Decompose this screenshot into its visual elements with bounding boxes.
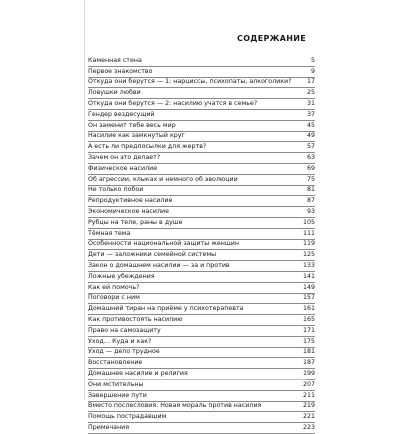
toc-title: СОДЕРЖАНИЕ xyxy=(237,34,306,43)
toc-entry xyxy=(88,326,315,337)
toc-entry-title: Помощь пострадавшим xyxy=(88,413,167,421)
toc-entry-page-number: 63 xyxy=(306,153,315,161)
toc-entry-title: Физическое насилие xyxy=(88,164,158,172)
toc-entry-title: Ловушки любви xyxy=(88,89,141,97)
toc-entry-page-number: 221 xyxy=(302,413,315,421)
toc-entry-page-number: 45 xyxy=(306,121,315,129)
toc-entry-title: Уход… Куда и как? xyxy=(88,337,152,345)
toc-entry-page-number: 111 xyxy=(302,229,315,237)
toc-entry xyxy=(88,186,315,197)
toc-entry-page-number: 171 xyxy=(302,326,315,334)
toc-entry-title: Каменная стена xyxy=(88,56,142,64)
toc-entry-title: Рубцы на теле, раны в душе xyxy=(88,218,183,226)
toc-entry-title: Ложные убеждения xyxy=(88,272,155,280)
toc-entry-title: А есть ли предпосылки для жертв? xyxy=(88,143,207,151)
toc-entry xyxy=(88,358,315,369)
toc-entry-page-number: 49 xyxy=(306,132,315,140)
toc-entry-page-number: 93 xyxy=(306,207,315,215)
toc-entry xyxy=(88,218,315,229)
toc-entry-page-number: 119 xyxy=(302,240,315,248)
toc-entry-page-number: 81 xyxy=(306,186,315,194)
toc-entry-page-number: 141 xyxy=(302,272,315,280)
toc-entry-title: Домашнее насилие и религия xyxy=(88,369,188,377)
toc-entry-page-number: 161 xyxy=(302,305,315,313)
toc-entry-page-number: 87 xyxy=(306,197,315,205)
toc-entry xyxy=(88,99,315,110)
toc-entry-page-number: 25 xyxy=(306,89,315,97)
toc-entry-page-number: 157 xyxy=(302,294,315,302)
toc-entry xyxy=(88,110,315,121)
toc-entry xyxy=(88,261,315,272)
toc-entry-title: Поговори с ним xyxy=(88,294,140,302)
toc-entry-title: Особенности национальной защиты женщин xyxy=(88,240,239,248)
toc-entry-title: Примечания xyxy=(88,423,130,431)
toc-entry xyxy=(88,175,315,186)
toc-entry xyxy=(88,164,315,175)
toc-entry-title: Зачем он это делает? xyxy=(88,153,161,161)
toc-entry-page-number: 223 xyxy=(302,423,315,431)
toc-entry-page-number: 57 xyxy=(306,143,315,151)
toc-entry-page-number: 75 xyxy=(306,175,315,183)
toc-entry xyxy=(88,315,315,326)
toc-entry xyxy=(88,380,315,391)
toc-entry-page-number: 211 xyxy=(302,391,315,399)
toc-entry-title: Они мстительны xyxy=(88,380,144,388)
toc-entry-page-number: 9 xyxy=(310,67,315,75)
toc-entry xyxy=(88,304,315,315)
toc-entry xyxy=(88,402,315,413)
toc-entry xyxy=(88,56,315,67)
toc-entry xyxy=(88,272,315,283)
toc-entry-title: Не только побои xyxy=(88,186,144,194)
toc-entry xyxy=(88,337,315,348)
toc-entry xyxy=(88,207,315,218)
toc-entry-page-number: 69 xyxy=(306,164,315,172)
toc-entry-title: Уход — дело трудное xyxy=(88,348,160,356)
toc-entry xyxy=(88,196,315,207)
toc-entry xyxy=(88,67,315,78)
toc-entry xyxy=(88,132,315,143)
toc-entry xyxy=(88,240,315,251)
toc-entry-page-number: 187 xyxy=(302,359,315,367)
toc-entry xyxy=(88,142,315,153)
toc-entry-title: Право на самозащиту xyxy=(88,326,161,334)
toc-entry-page-number: 165 xyxy=(302,315,315,323)
toc-entry-page-number: 175 xyxy=(302,337,315,345)
toc-entry xyxy=(88,250,315,261)
bottom-rule xyxy=(93,379,307,380)
toc-entry-page-number: 181 xyxy=(302,348,315,356)
toc-entry-page-number: 133 xyxy=(302,261,315,269)
toc-entry-title: Как ей помочь? xyxy=(88,283,140,291)
toc-entry-page-number: 17 xyxy=(306,78,315,86)
toc-entry-title: Восстановление xyxy=(88,359,143,367)
toc-entry-title: Он заменит тебе весь мир xyxy=(88,121,176,129)
toc-entry xyxy=(88,412,315,423)
toc-entry-page-number: 31 xyxy=(306,99,315,107)
toc-entry xyxy=(88,294,315,305)
toc-entry-title: Вместо послесловия. Новая мораль против насилия xyxy=(88,402,262,410)
toc-entry-page-number: 207 xyxy=(302,380,315,388)
toc-entry xyxy=(88,423,315,434)
toc-entry-page-number: 105 xyxy=(302,218,315,226)
toc-entry-title: Откуда они берутся — 2: насилию учатся в семье? xyxy=(88,99,258,107)
toc-entry-page-number: 199 xyxy=(302,369,315,377)
toc-entry-title: Экономическое насилие xyxy=(88,207,169,215)
toc-entry-page-number: 219 xyxy=(302,402,315,410)
toc-entry-title: Завершение пути xyxy=(88,391,147,399)
toc-entry xyxy=(88,348,315,359)
toc-list xyxy=(88,56,315,434)
page-fold-line xyxy=(84,0,85,400)
toc-entry-title: Как противостоять насилию xyxy=(88,315,183,323)
toc-entry-title: Насилие как замкнутый круг xyxy=(88,132,185,140)
toc-entry xyxy=(88,88,315,99)
toc-entry xyxy=(88,153,315,164)
toc-entry-title: Тёмная тема xyxy=(88,229,131,237)
toc-entry-page-number: 5 xyxy=(310,56,315,64)
toc-entry-title: Репродуктивное насилие xyxy=(88,197,173,205)
toc-entry-title: Первое знакомство xyxy=(88,67,153,75)
toc-entry-title: Дети — заложники семейной системы xyxy=(88,251,217,259)
toc-entry xyxy=(88,78,315,89)
toc-entry-title: Откуда они берутся — 1: нарциссы, психопаты, алкоголики? xyxy=(88,78,292,86)
toc-entry-title: Закон о домашнем насилии — за и против xyxy=(88,261,230,269)
toc-entry xyxy=(88,229,315,240)
toc-entry xyxy=(88,283,315,294)
toc-entry-title: Домашний тиран на приёме у психотерапевта xyxy=(88,305,244,313)
toc-entry xyxy=(88,121,315,132)
toc-entry-page-number: 37 xyxy=(306,110,315,118)
toc-entry-page-number: 149 xyxy=(302,283,315,291)
toc-entry-title: Гендер вездесущий xyxy=(88,110,155,118)
toc-entry-page-number: 125 xyxy=(302,251,315,259)
toc-entry-title: Об агрессии, клыках и немного об эволюции xyxy=(88,175,238,183)
